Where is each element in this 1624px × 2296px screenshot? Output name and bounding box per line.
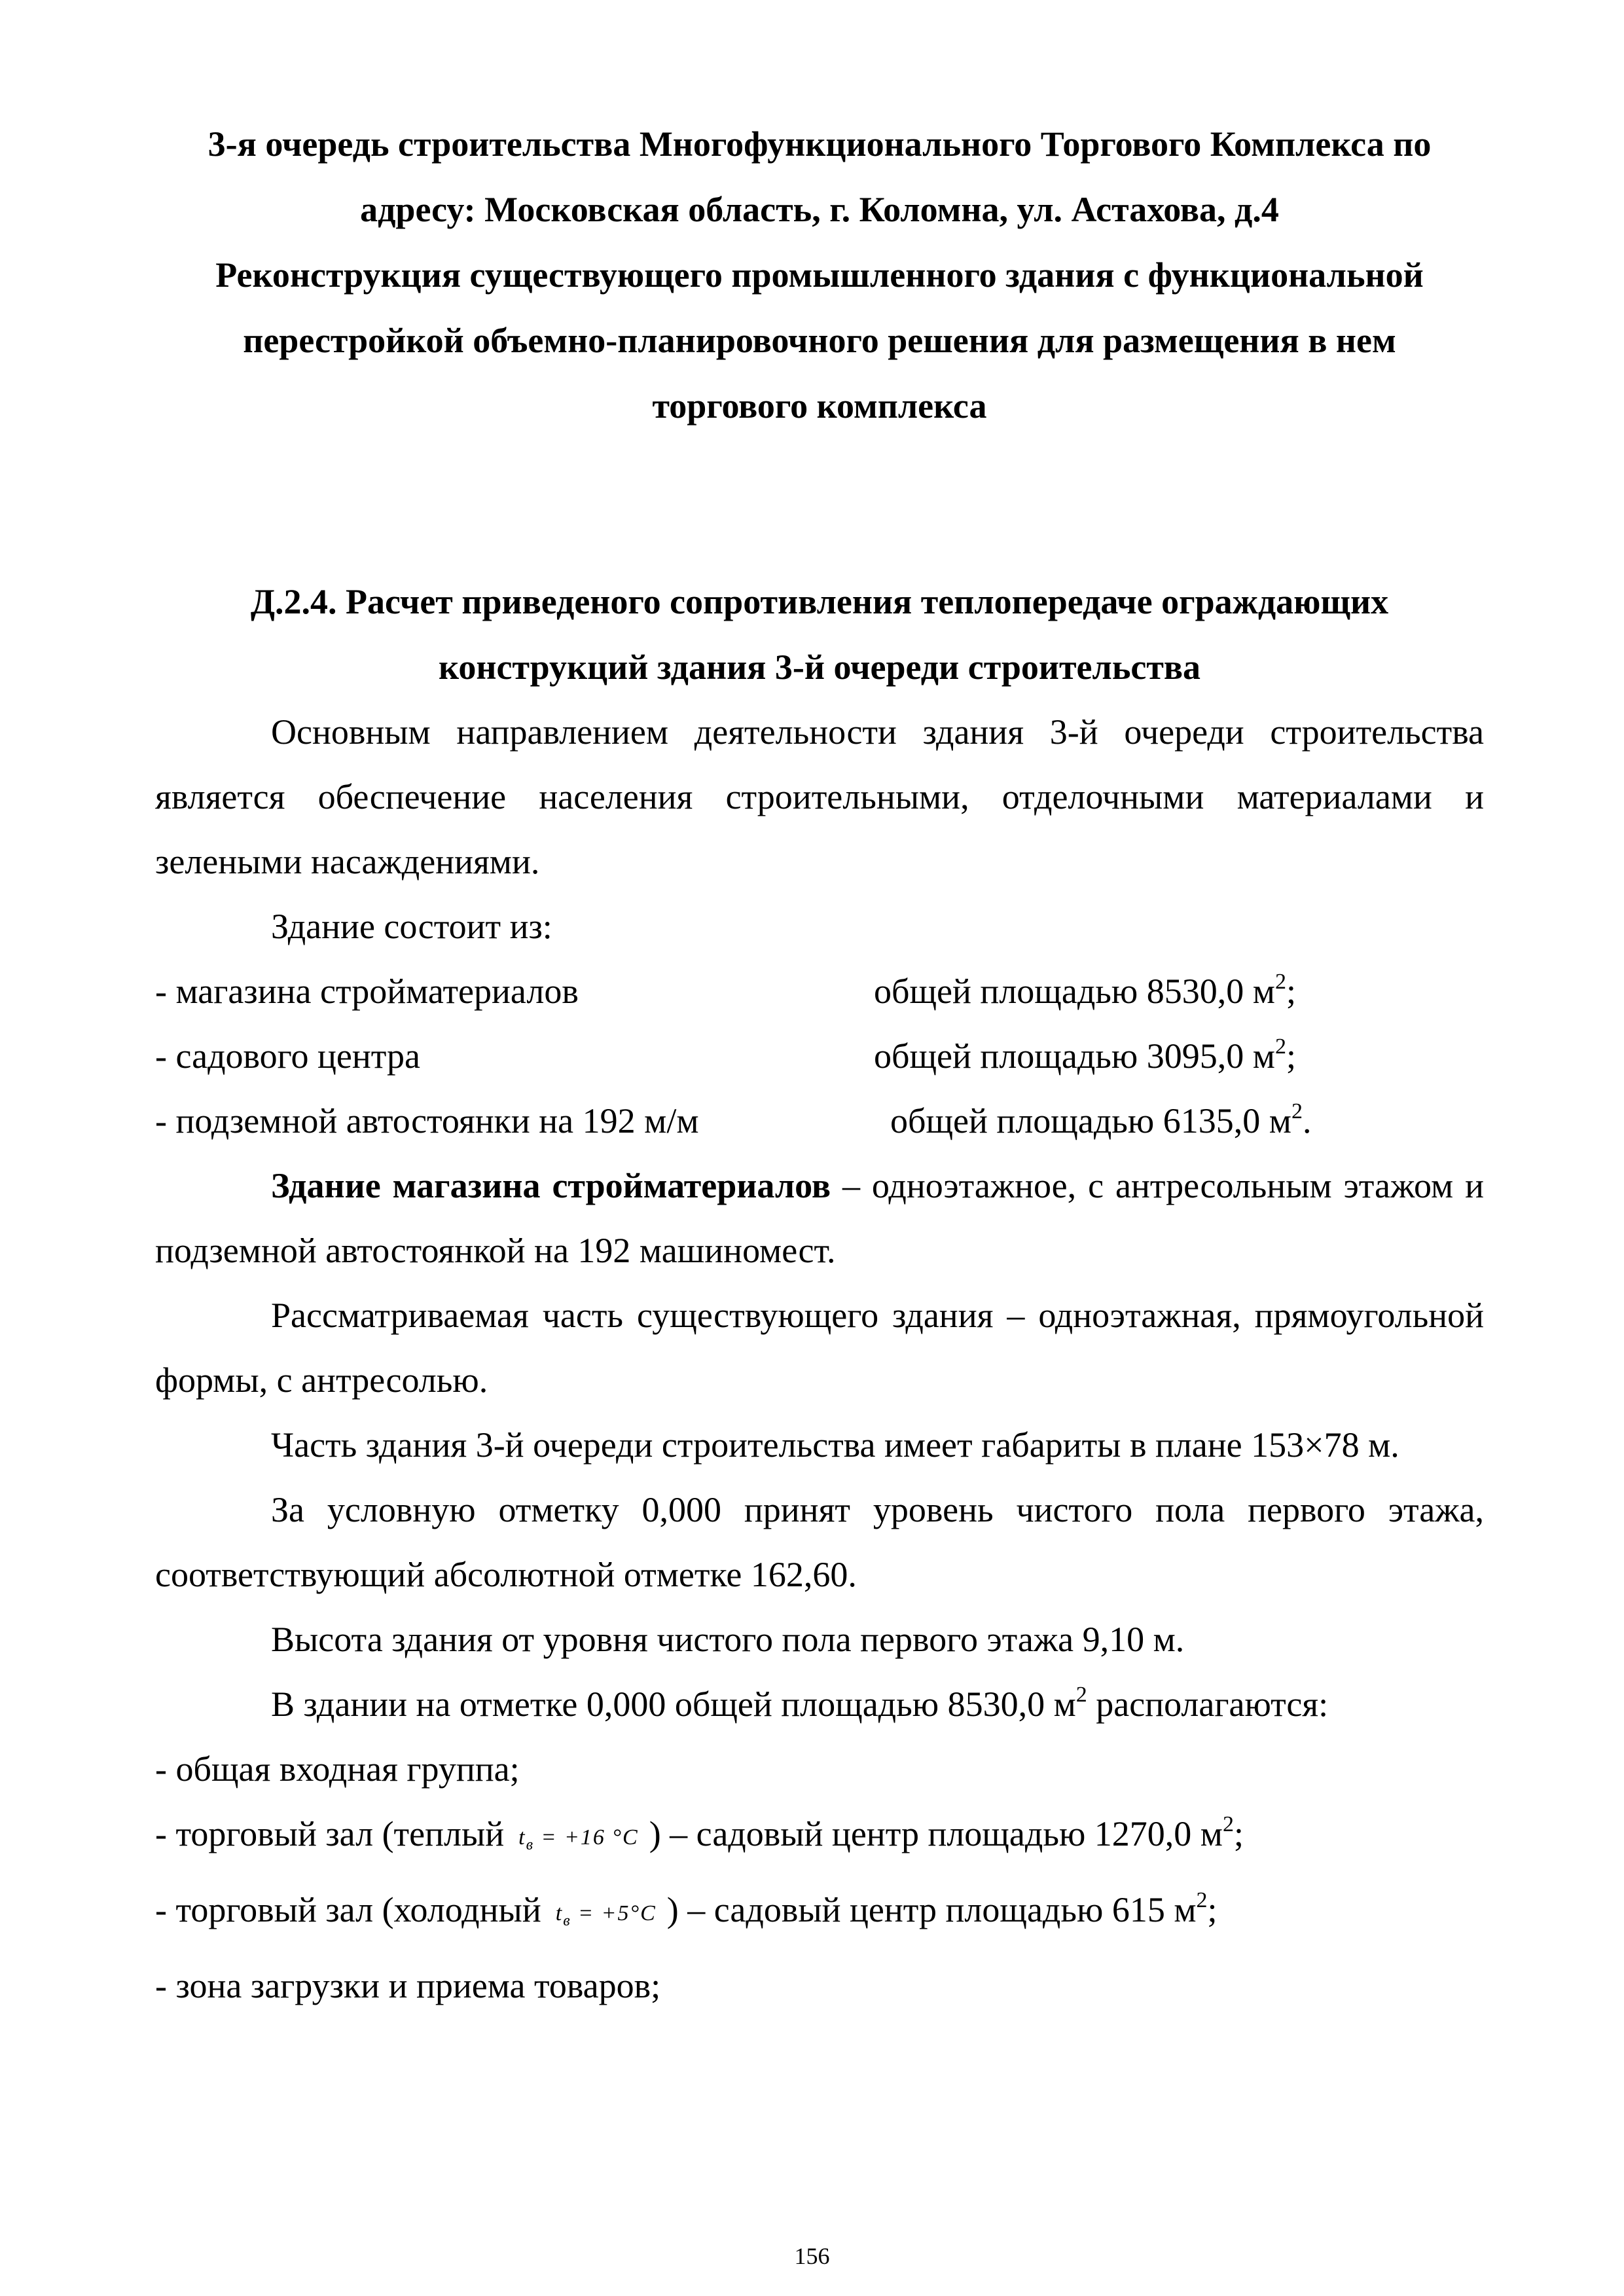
paragraph-purpose: Основным направлением деятельности здания 3-й очереди строительства является обеспечение населения строительными, отделочными материалами и зелеными насаждениями. — [155, 712, 1484, 881]
paragraph-dimensions: Часть здания 3-й очереди строительства имеет габариты в плане 153×78 м. — [271, 1425, 1399, 1465]
header-line-5: торгового комплекса — [652, 386, 987, 426]
paragraph-zero-mark: За условную отметку 0,000 принят уровень чистого пола первого этажа, соответствующий абсолютной отметке 162,60. — [155, 1490, 1484, 1594]
paragraph-composition: Здание состоит из: — [271, 907, 552, 946]
header-line-2: адресу: Московская область, г. Коломна, ул. Астахова, д.4 — [360, 190, 1279, 229]
paragraph-rooms-intro: В здании на отметке 0,000 общей площадью 8530,0 $м^2$ располагаются: — [271, 1683, 1329, 1724]
area-value: общей площадью 3095,0 $м^2$; — [874, 1034, 1296, 1076]
temperature-formula: $t_в = +5^\circ C$ — [555, 1901, 657, 1929]
store-building-bold: Здание магазина стройматериалов — [271, 1166, 831, 1205]
paragraph-store-building: Здание магазина стройматериалов – одноэтажное, с антресольным этажом и подземной автостоянкой на 192 машиномест. — [155, 1166, 1484, 1270]
section-title-line-1: Д.2.4. Расчет приведеного сопротивления теплопередаче ограждающих — [250, 582, 1389, 621]
section-title-line-2: конструкций здания 3-й очереди строительства — [438, 647, 1201, 687]
area-value: общей площадью 6135,0 $м^2$. — [890, 1099, 1312, 1140]
area-row-parking — [155, 1089, 1484, 1154]
header-line-3: Реконструкция существующего промышленного здания с функциональной — [215, 255, 1424, 295]
paragraph-height: Высота здания от уровня чистого пола первого этажа 9,10 м. — [271, 1620, 1185, 1659]
page-number: 156 — [794, 2243, 830, 2269]
area-row-store — [155, 959, 1484, 1024]
paragraph-existing-part: Рассматриваемая часть существующего здания – одноэтажная, прямоугольной формы, с антресолью. — [155, 1296, 1484, 1400]
area-row-garden — [155, 1024, 1484, 1089]
area-value: общей площадью 8530,0 $м^2$; — [874, 970, 1296, 1011]
header-line-4: перестройкой объемно-планировочного решения для размещения в нем — [243, 321, 1396, 360]
area-name: - садового центра — [155, 1036, 420, 1076]
list-item-loading-zone: - зона загрузки и приема товаров; — [155, 1966, 661, 2005]
temperature-formula: $t_в = +16$ °C — [518, 1825, 639, 1853]
list-item-cold-hall: - торговый зал (холодный $t_в = +5^\circ C$ ) – садовый центр площадью 615 $м^2$; — [155, 1878, 1484, 1954]
area-name: - подземной автостоянки на 192 м/м — [155, 1101, 699, 1140]
list-item-warm-hall: - торговый зал (теплый $t_в = +16$ °C ) – садовый центр площадью 1270,0 $м^2$; — [155, 1802, 1484, 1878]
list-item-entrance: - общая входная группа; — [155, 1749, 520, 1789]
header-line-1: 3-я очередь строительства Многофункционального Торгового Комплекса по — [208, 124, 1432, 164]
document-page — [155, 111, 1484, 2018]
area-name: - магазина стройматериалов — [155, 972, 579, 1011]
